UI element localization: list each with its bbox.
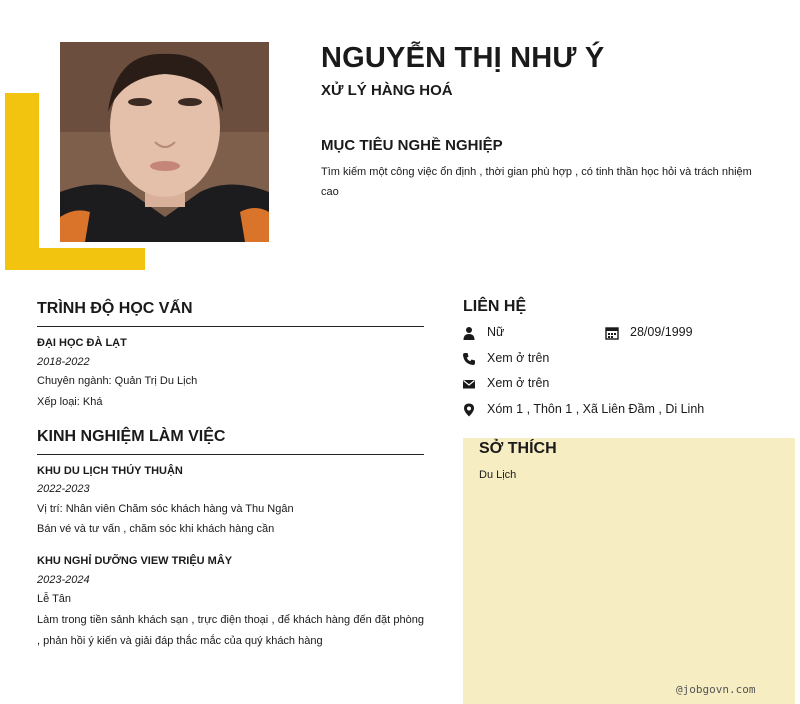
profile-photo <box>60 42 269 242</box>
experience-position: Vị trí: Nhân viên Chăm sóc khách hàng và Thu Ngân <box>37 503 294 515</box>
location-pin-icon <box>462 403 476 417</box>
person-icon <box>462 326 476 340</box>
contact-gender: Nữ <box>487 325 505 339</box>
experience-position: Lễ Tân <box>37 593 72 605</box>
contact-phone: Xem ở trên <box>487 351 550 365</box>
mail-icon <box>462 377 476 391</box>
hobby-item: Du Lịch <box>479 469 517 481</box>
experience-description: Làm trong tiền sảnh khách sạn , trực điện thoại , để khách hàng đến đặt phòng , phản hồi ý kiến và giải đáp thắc mắc của quý khách hàng <box>37 614 424 647</box>
contact-email: Xem ở trên <box>487 376 550 390</box>
experience-heading: KINH NGHIỆM LÀM VIỆC <box>37 428 226 445</box>
calendar-icon <box>605 326 619 340</box>
candidate-role: XỬ LÝ HÀNG HOÁ <box>321 82 453 99</box>
education-grade: Xếp loại: Khá <box>37 396 103 408</box>
education-heading: TRÌNH ĐỘ HỌC VẤN <box>37 300 193 317</box>
objective-heading: MỤC TIÊU NGHỀ NGHIỆP <box>321 137 503 154</box>
experience-divider <box>37 454 424 455</box>
contact-address: Xóm 1 , Thôn 1 , Xã Liên Đầm , Di Linh <box>487 402 705 416</box>
objective-text: Tìm kiếm một công việc ổn định , thời gian phù hợp , có tinh thần học hỏi và trách nhiệm cao <box>321 166 752 198</box>
contact-heading: LIÊN HỆ <box>463 298 527 315</box>
experience-description: Bán vé và tư vấn , chăm sóc khi khách hàng cần <box>37 523 275 535</box>
decor-bar-vertical <box>5 93 39 270</box>
experience-company: KHU DU LỊCH THÚY THUẬN <box>37 465 183 477</box>
experience-period: 2023-2024 <box>37 574 90 586</box>
education-period: 2018-2022 <box>37 356 90 368</box>
candidate-name: NGUYỄN THỊ NHƯ Ý <box>321 42 605 74</box>
decor-bar-horizontal <box>5 248 145 270</box>
experience-period: 2022-2023 <box>37 483 90 495</box>
education-school: ĐẠI HỌC ĐÀ LẠT <box>37 337 127 349</box>
hobbies-heading: SỞ THÍCH <box>479 440 557 457</box>
experience-company: KHU NGHỈ DƯỠNG VIEW TRIỆU MÂY <box>37 555 233 567</box>
contact-birthday: 28/09/1999 <box>630 325 693 339</box>
education-major: Chuyên ngành: Quản Trị Du Lịch <box>37 375 198 387</box>
phone-icon <box>462 352 476 366</box>
education-divider <box>37 326 424 327</box>
watermark: @jobgovn.com <box>676 683 756 696</box>
